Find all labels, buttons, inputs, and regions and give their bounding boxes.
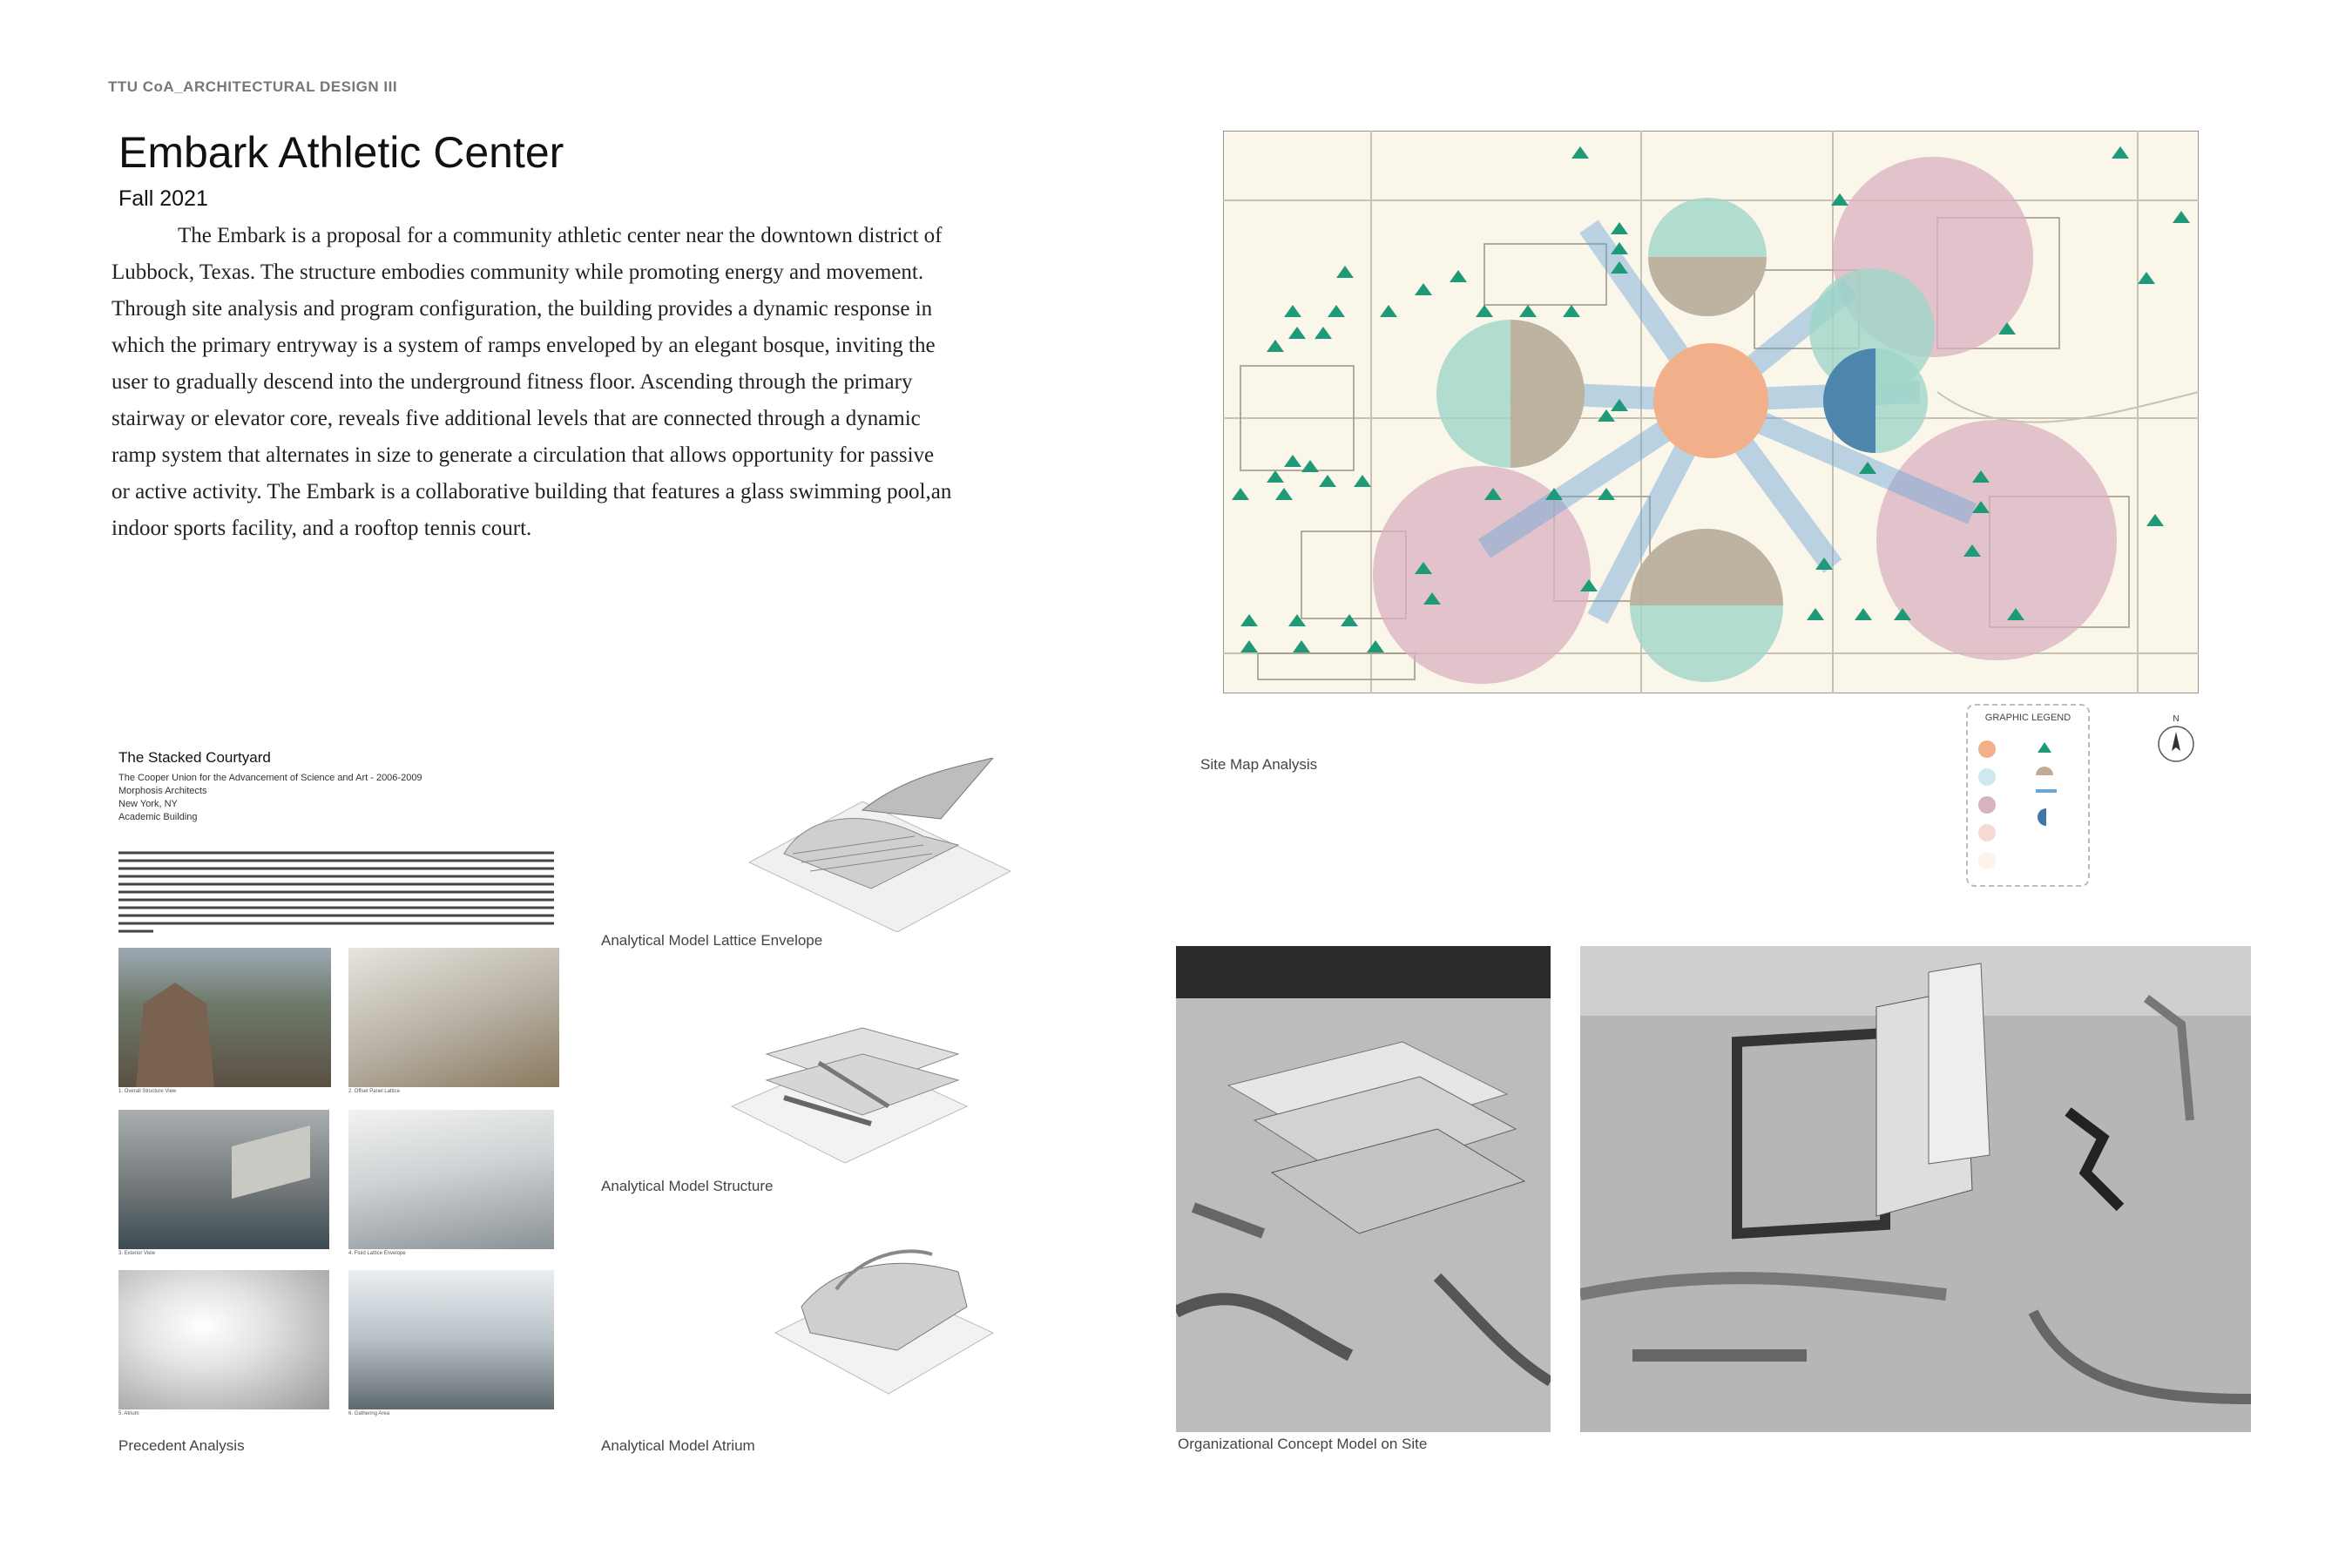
site-map-caption: Site Map Analysis: [1200, 756, 1318, 773]
legend-swatch-mauve: [1978, 796, 1996, 814]
site-map: [1223, 131, 2199, 693]
precedent-paragraph-illegible: [118, 848, 558, 936]
north-arrow-icon: [2157, 713, 2195, 765]
concept-model-caption: Organizational Concept Model on Site: [1178, 1436, 1428, 1452]
central-hub: [1653, 343, 1768, 458]
project-description: The Embark is a proposal for a community athletic center near the downtown district of Lubbock, Texas. The structure embodies community while promoting energy and movement. Through site analysis and program configuration, the building provides a dynamic response in which the primary entryway is a system of ramps enveloped by an elegant bosque, inviting the user to gradually descend into the underground fitness floor. Ascending through the primary stairway or elevator core, reveals five additional levels that are connected through a dynamic ramp system that alternates in size to generate a circulation that allows opportunity for passive or active activity. The Embark is a collaborative building that features a glass swimming pool,an indoor sports facility, and a rooftop tennis court.: [112, 224, 952, 540]
photo-caption: 3. Exterior View: [118, 1251, 155, 1256]
course-label: TTU CoA_ARCHITECTURAL DESIGN III: [108, 78, 398, 95]
structure-model-caption: Analytical Model Structure: [601, 1178, 774, 1194]
semester-label: Fall 2021: [118, 186, 208, 211]
atrium-model: [767, 1237, 1002, 1402]
precedent-title: The Stacked Courtyard: [118, 749, 271, 766]
precedent-photo: [118, 948, 331, 1087]
photo-caption: 6. Gathering Area: [348, 1411, 390, 1416]
precedent-photo: [118, 1110, 329, 1249]
atrium-model-caption: Analytical Model Atrium: [601, 1437, 755, 1454]
photo-caption: 4. Fluid Lattice Envelope: [348, 1251, 406, 1256]
lattice-envelope-model: [732, 758, 1028, 932]
legend-swatch-hub: [1978, 740, 1996, 758]
precedent-subtitle-line: Morphosis Architects: [118, 786, 207, 796]
graphic-legend: [1966, 704, 2090, 887]
precedent-subtitle-line: New York, NY: [118, 799, 178, 809]
legend-title: GRAPHIC LEGEND: [1984, 713, 2072, 723]
precedent-photo: [348, 1110, 554, 1249]
precedent-subtitle-line: Academic Building: [118, 812, 198, 822]
precedent-caption: Precedent Analysis: [118, 1437, 245, 1454]
zone-circle: [1876, 420, 2117, 660]
precedent-photo: [118, 1270, 329, 1409]
legend-swatch-teal: [1978, 768, 1996, 786]
tree-icon: [2038, 742, 2051, 753]
project-title: Embark Athletic Center: [118, 128, 564, 177]
lattice-model-caption: Analytical Model Lattice Envelope: [601, 932, 823, 949]
precedent-photo: [348, 1270, 554, 1409]
precedent-subtitle-line: The Cooper Union for the Advancement of Science and Art - 2006-2009: [118, 773, 422, 783]
structure-model: [714, 1002, 976, 1167]
photo-caption: 5. Atrium: [118, 1411, 139, 1416]
legend-swatch-glow: [1978, 852, 1996, 869]
legend-swatch-light: [1978, 824, 1996, 841]
concept-model-photo-2: [1580, 946, 2251, 1432]
photo-caption: 1. Overall Structure View: [118, 1089, 177, 1094]
photo-caption: 2. Offset Panel Lattice: [348, 1089, 400, 1094]
legend-swatch-ramp: [2036, 789, 2057, 793]
precedent-subtitle: [118, 772, 422, 824]
compass-label: N: [2173, 714, 2180, 724]
concept-model-photo-1: [1176, 946, 1551, 1432]
precedent-photo: [348, 948, 559, 1087]
legend-swatch-blue: [2038, 808, 2046, 826]
legend-swatch-half: [2036, 767, 2053, 775]
